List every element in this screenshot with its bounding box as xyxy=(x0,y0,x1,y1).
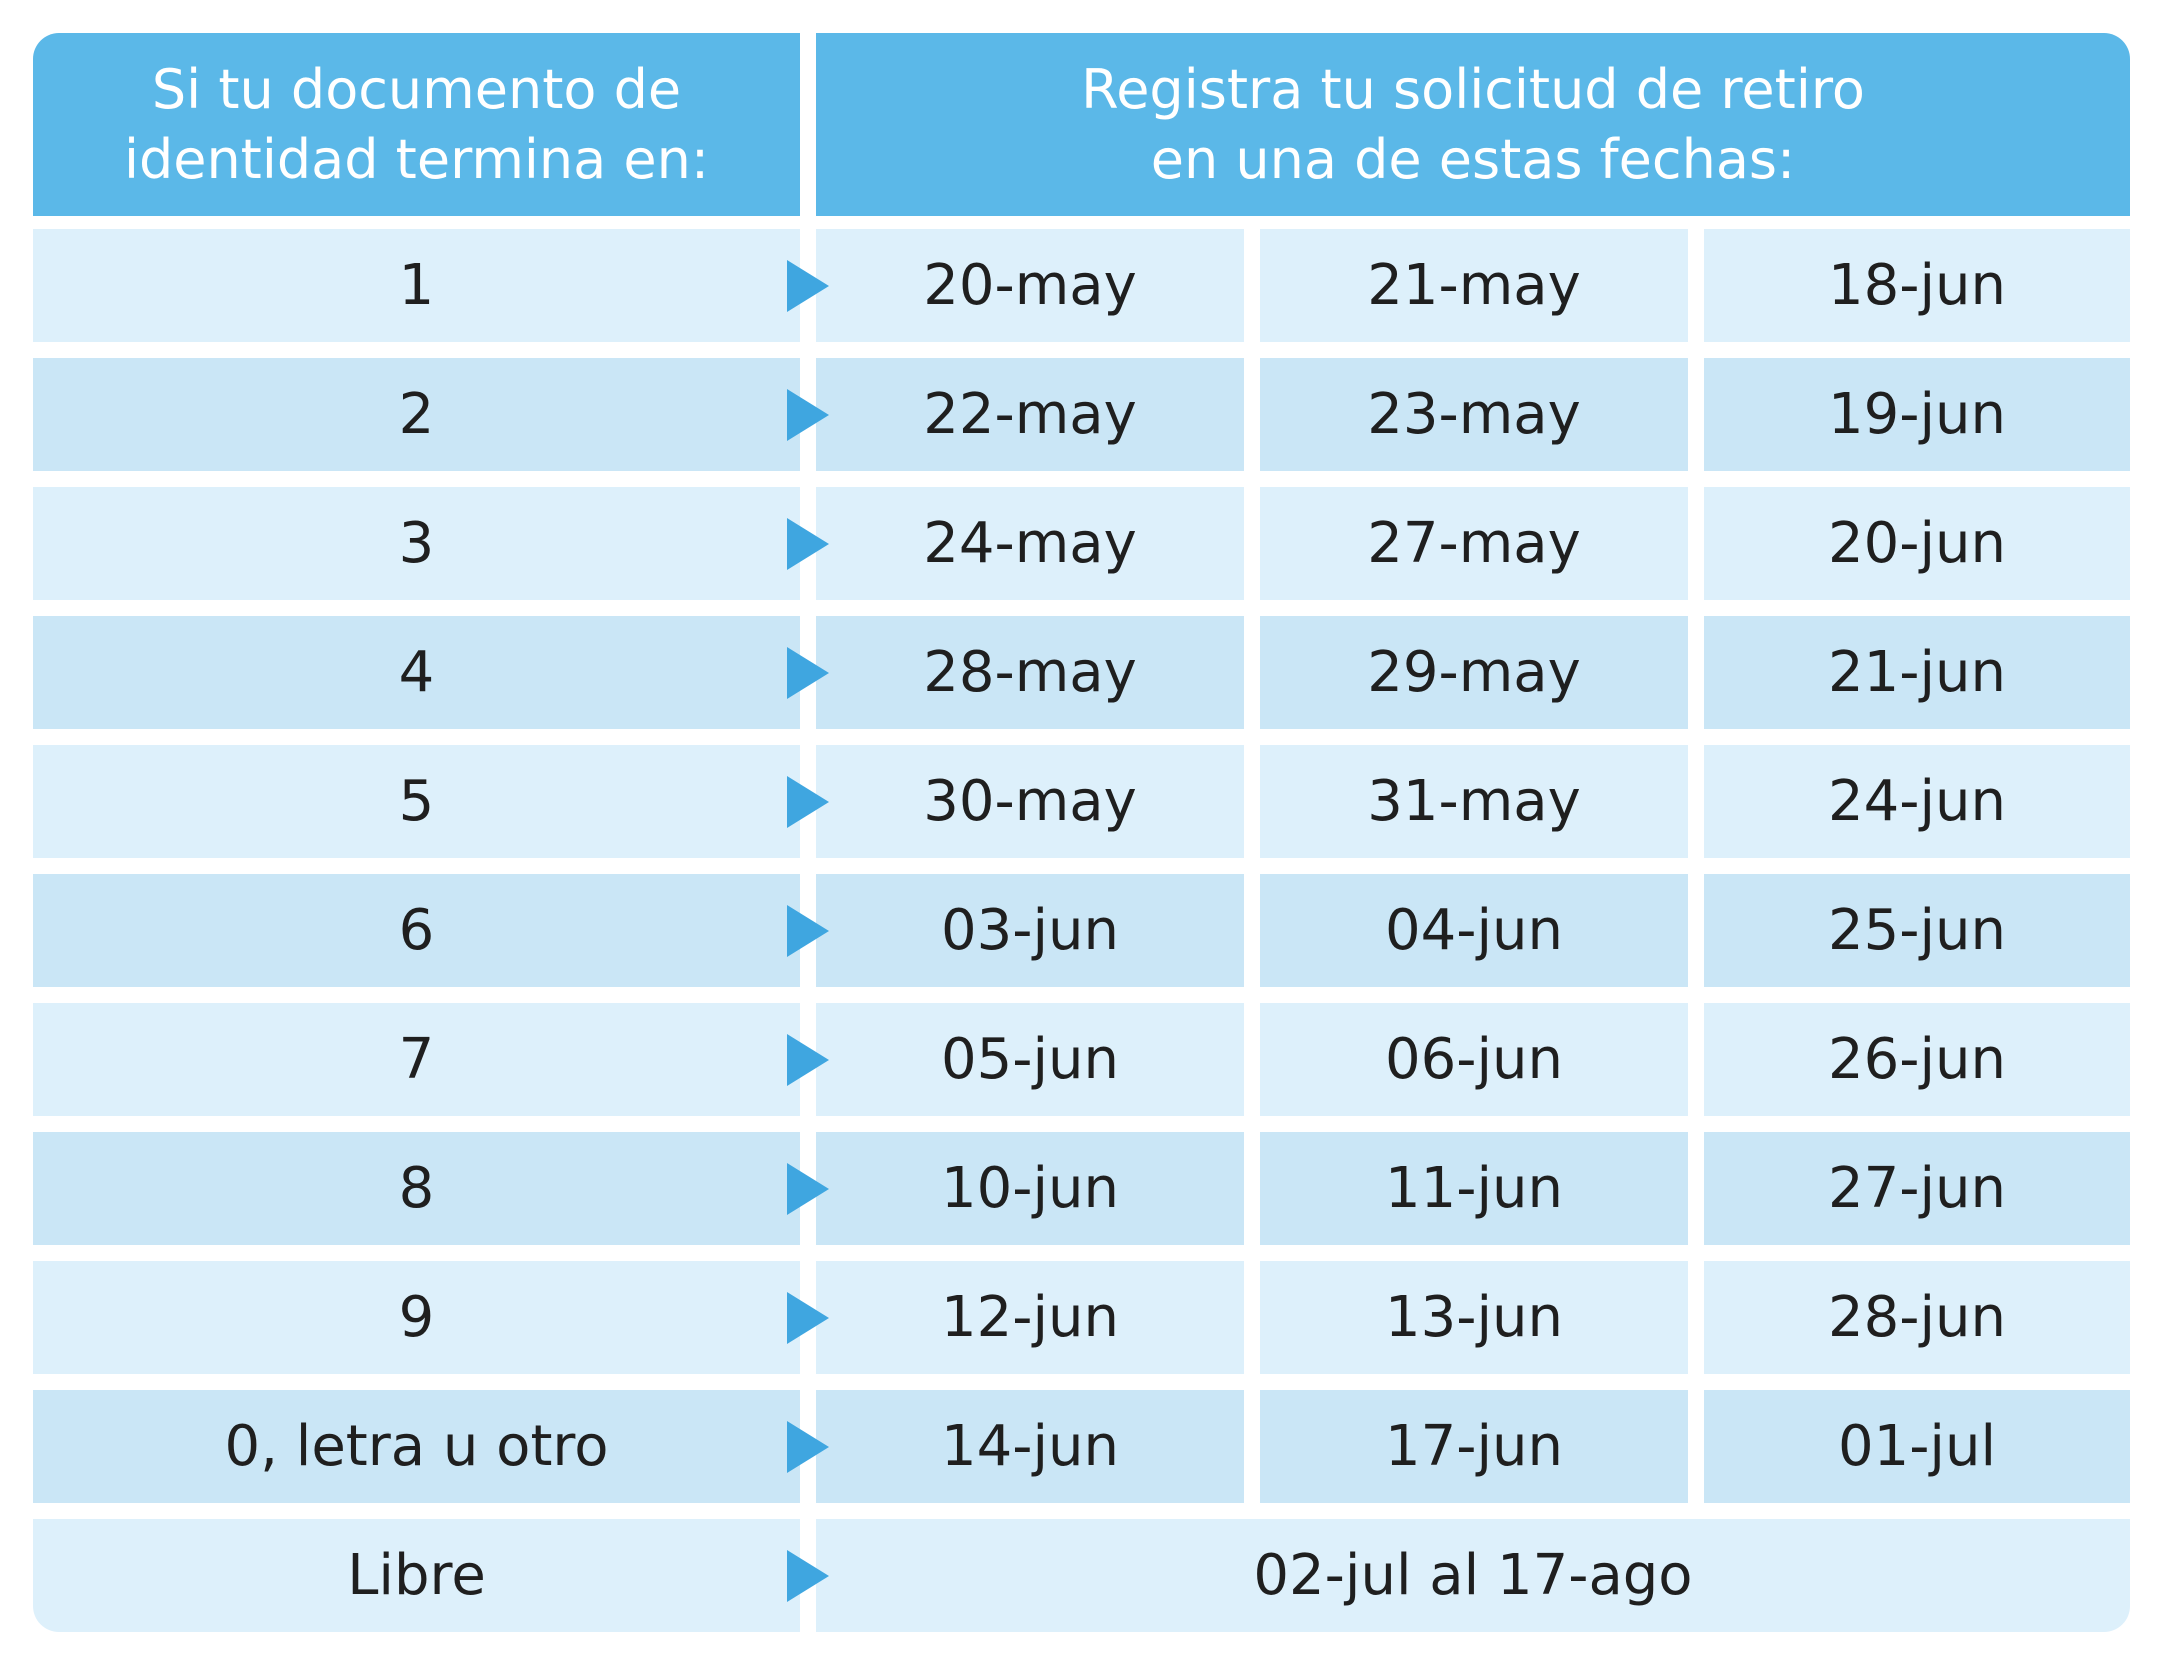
date-cell: 24-may xyxy=(816,487,1244,600)
play-triangle-icon xyxy=(787,1034,829,1086)
table-row xyxy=(33,1132,2130,1245)
id-ending-cell: 4 xyxy=(33,616,800,729)
play-triangle-icon xyxy=(787,1550,829,1602)
header-dates-line1: Registra tu solicitud de retiro xyxy=(1081,57,1865,121)
date-cell: 10-jun xyxy=(816,1132,1244,1245)
table-row xyxy=(33,229,2130,342)
date-cell: 20-jun xyxy=(1704,487,2130,600)
date-cell: 01-jul xyxy=(1704,1390,2130,1503)
header-id-ending-line2: identidad termina en: xyxy=(123,127,710,191)
date-cell: 18-jun xyxy=(1704,229,2130,342)
date-cell: 21-may xyxy=(1260,229,1688,342)
date-cell: 04-jun xyxy=(1260,874,1688,987)
id-ending-cell: 9 xyxy=(33,1261,800,1374)
date-cell: 03-jun xyxy=(816,874,1244,987)
free-date-range-cell: 02-jul al 17-ago xyxy=(816,1519,2130,1632)
date-cell: 06-jun xyxy=(1260,1003,1688,1116)
date-cell: 28-jun xyxy=(1704,1261,2130,1374)
table-header xyxy=(33,33,2130,216)
play-triangle-icon xyxy=(787,260,829,312)
header-dates-line2: en una de estas fechas: xyxy=(1150,127,1796,191)
date-cell: 19-jun xyxy=(1704,358,2130,471)
date-cell: 28-may xyxy=(816,616,1244,729)
date-cell: 25-jun xyxy=(1704,874,2130,987)
id-ending-cell: 7 xyxy=(33,1003,800,1116)
play-triangle-icon xyxy=(787,1421,829,1473)
table-row xyxy=(33,358,2130,471)
date-cell: 24-jun xyxy=(1704,745,2130,858)
date-cell: 12-jun xyxy=(816,1261,1244,1374)
id-ending-cell: 1 xyxy=(33,229,800,342)
date-cell: 17-jun xyxy=(1260,1390,1688,1503)
table-row xyxy=(33,1390,2130,1503)
date-cell: 31-may xyxy=(1260,745,1688,858)
id-ending-cell: 8 xyxy=(33,1132,800,1245)
table-row xyxy=(33,745,2130,858)
header-dates xyxy=(816,33,2130,216)
play-triangle-icon xyxy=(787,647,829,699)
date-cell: 05-jun xyxy=(816,1003,1244,1116)
withdrawal-schedule-table xyxy=(33,33,2130,1608)
date-cell: 11-jun xyxy=(1260,1132,1688,1245)
date-cell: 20-may xyxy=(816,229,1244,342)
play-triangle-icon xyxy=(787,518,829,570)
date-cell: 21-jun xyxy=(1704,616,2130,729)
date-cell: 29-may xyxy=(1260,616,1688,729)
id-ending-cell: 2 xyxy=(33,358,800,471)
play-triangle-icon xyxy=(787,1292,829,1344)
id-ending-cell: Libre xyxy=(33,1519,800,1632)
id-ending-cell: 0, letra u otro xyxy=(33,1390,800,1503)
header-id-ending-line1: Si tu documento de xyxy=(151,57,682,121)
table-row-free xyxy=(33,1519,2130,1632)
date-cell: 23-may xyxy=(1260,358,1688,471)
table-row xyxy=(33,874,2130,987)
play-triangle-icon xyxy=(787,389,829,441)
date-cell: 27-may xyxy=(1260,487,1688,600)
table-row xyxy=(33,616,2130,729)
play-triangle-icon xyxy=(787,905,829,957)
play-triangle-icon xyxy=(787,1163,829,1215)
date-cell: 26-jun xyxy=(1704,1003,2130,1116)
table-row xyxy=(33,1261,2130,1374)
date-cell: 22-may xyxy=(816,358,1244,471)
date-cell: 13-jun xyxy=(1260,1261,1688,1374)
id-ending-cell: 3 xyxy=(33,487,800,600)
table-row xyxy=(33,1003,2130,1116)
table-row xyxy=(33,487,2130,600)
date-cell: 27-jun xyxy=(1704,1132,2130,1245)
id-ending-cell: 6 xyxy=(33,874,800,987)
play-triangle-icon xyxy=(787,776,829,828)
date-cell: 30-may xyxy=(816,745,1244,858)
id-ending-cell: 5 xyxy=(33,745,800,858)
header-id-ending xyxy=(33,33,800,216)
date-cell: 14-jun xyxy=(816,1390,1244,1503)
